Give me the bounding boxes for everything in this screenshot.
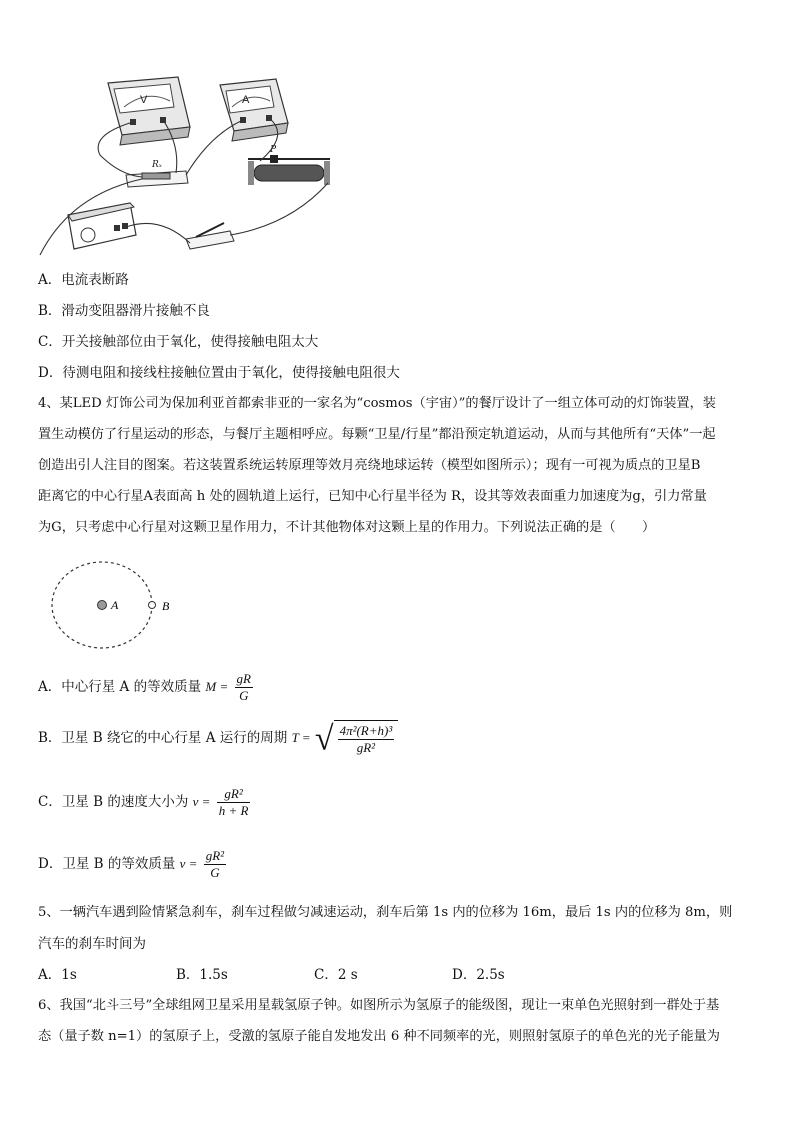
q4-option-d-lhs: v = [179,856,198,871]
planet-a [98,601,107,610]
q4-option-c-lhs: v = [192,794,211,809]
voltmeter [108,77,190,145]
q4-stem-line-3: 创造出引人注目的图案。若这装置系统运转原理等效月亮绕地球运转（模型如图所示）；现有一可视为质点的卫星B [38,458,701,473]
q4-option-c-text: C．卫星 B 的速度大小为 [38,794,189,810]
q6-stem-line-1: 6、我国“北斗三号”全球组网卫星采用星载氢原子钟。如图所示为氢原子的能级图，现让一束单色光照射到一群处于基 [38,998,720,1013]
q5-option-c: C．2 s [314,967,358,983]
knife-switch [186,223,234,249]
q4-option-d-text: D．卫星 B 的等效质量 [38,856,176,872]
circuit-figure [30,75,340,265]
sqrt-symbol: √ [314,720,334,758]
rheostat [248,145,330,185]
q4-option-a-text: A．中心行星 A 的等效质量 [38,679,202,695]
q4-option-d [38,848,228,881]
q4-option-a [38,671,255,704]
voltmeter-label: V [140,94,148,106]
q4-option-a-lhs: M = [205,679,229,694]
q4-stem-line-2: 置生动模仿了行星运动的形态，与餐厅主题相呼应。每颗“卫星/行星”都沿预定轨道运动，从而与其他所有“天体”一起 [38,427,716,442]
q4-stem-line-4: 距离它的中心行星A表面高 h 处的圆轨道上运行，已知中心行星半径为 R，设其等效表面重力加速度为g，引力常量 [38,489,707,504]
label-b: B [162,599,170,613]
q4-stem-line-1: 4、某LED 灯饰公司为保加利亚首都索非亚的一家名为“cosmos（宇宙）”的餐厅设计了一组立体可动的灯饰装置，装 [38,396,716,411]
q4-option-b-den: gR² [356,740,376,755]
label-a: A [111,598,119,612]
q3-option-c: C．开关接触部位由于氧化，使得接触电阻太大 [38,334,319,350]
q4-option-d-den: G [210,865,220,880]
q3-option-a: A．电流表断路 [38,272,129,288]
resistor-label: Rₓ [152,160,162,170]
q4-option-b-text: B．卫星 B 绕它的中心行星 A 运行的周期 [38,729,288,746]
q4-option-c [38,786,252,819]
q4-option-b [38,720,398,757]
satellite-b [149,602,156,609]
ammeter-label: A [242,94,250,106]
q6-stem-line-2: 态（量子数 n=1）的氢原子上，受激的氢原子能自发地发出 6 种不同频率的光，则照射氢原子的单色光的光子能量为 [38,1029,720,1044]
rheostat-label: P [270,145,277,155]
q4-option-b-num: 4π²(R+h)³ [339,723,393,738]
q4-option-a-den: G [239,688,249,703]
q4-stem-line-5: 为G，只考虑中心行星对这颗卫星作用力，不计其他物体对这颗上星的作用力。下列说法正确的是（ ） [38,520,656,535]
q4-option-c-num: gR² [217,786,251,803]
resistor-board [126,160,188,187]
orbit-figure [48,560,188,660]
q3-option-d: D．待测电阻和接线柱接触位置由于氧化，使得接触电阻很大 [38,365,400,381]
q4-option-d-num: gR² [205,848,225,863]
q4-option-a-num: gR [236,671,251,686]
q5-option-d: D．2.5s [452,967,505,983]
q5-option-b: B．1.5s [176,967,228,983]
power-supply [68,203,136,249]
q4-option-b-lhs: T = [291,729,311,745]
q5-stem-line-2: 汽车的刹车时间为 [38,936,146,952]
q3-option-b: B．滑动变阻器滑片接触不良 [38,303,210,319]
q5-stem-line-1: 5、一辆汽车遇到险情紧急刹车，刹车过程做匀减速运动，刹车后第 1s 内的位移为 16m，最后 1s 内的位移为 8m，则 [38,905,733,920]
q4-option-c-den: h + R [218,803,249,818]
q5-option-a: A．1s [38,967,77,983]
